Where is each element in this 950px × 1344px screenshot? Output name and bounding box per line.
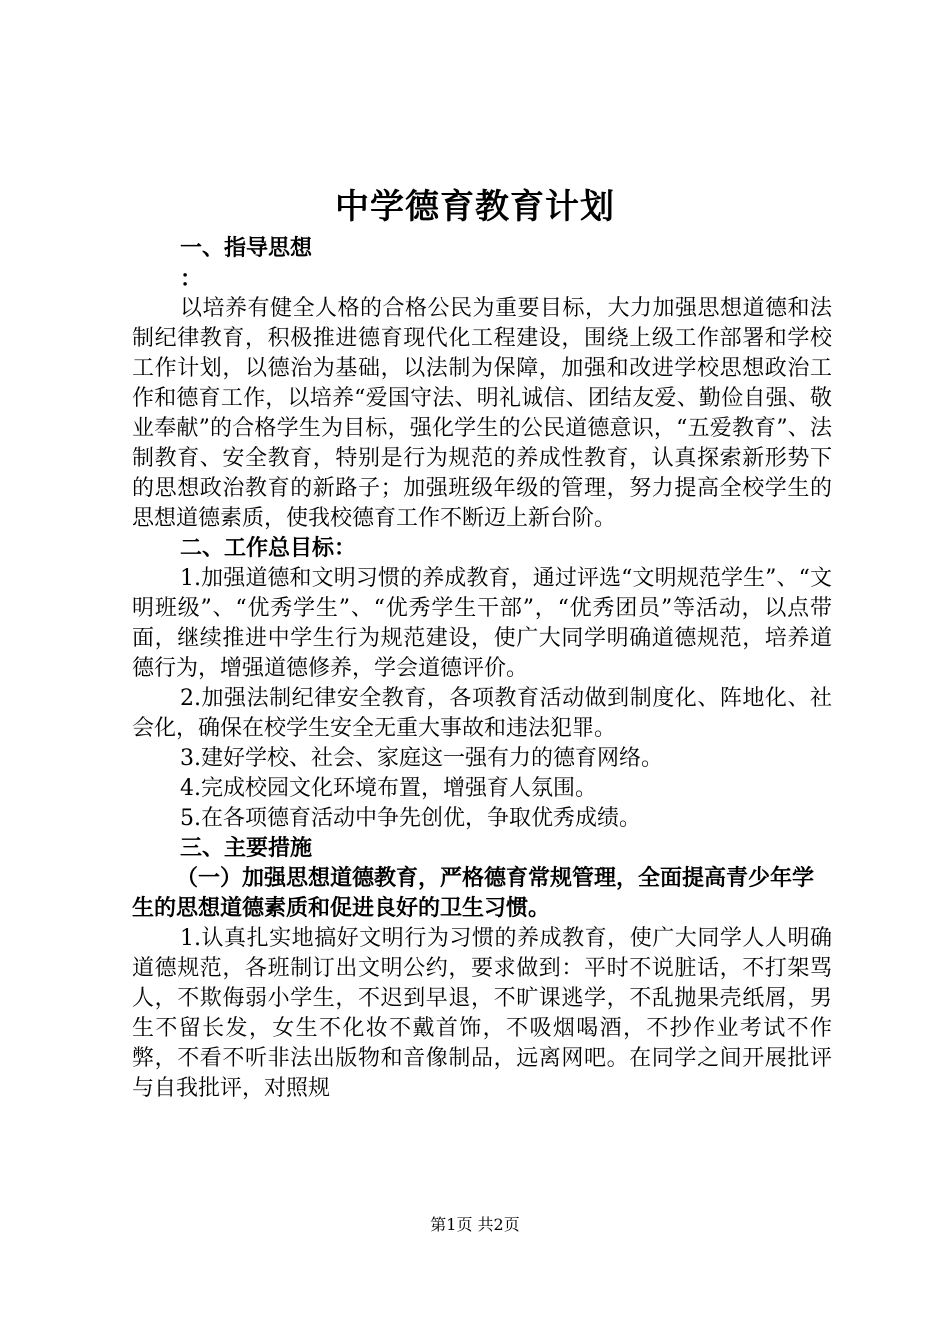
- document-title: 中学德育教育计划: [335, 187, 615, 227]
- guiding-thought-paragraph: 以培养有健全人格的合格公民为重要目标，大力加强思想道德和法制纪律教育，积极推进德育现代化工程建设，围绕上级工作部署和学校工作计划，以德治为基础，以法制为保障，加强和改进学校思想政治工作和德育工作，以培养“爱国守法、明礼诚信、团结友爱、勤俭自强、敬业奉献”的合格学生为目标，强化学生的公民道德意识，“五爱教育”、法制教育、安全教育，特别是行为规范的养成性教育，认真探索新形势下的思想政治教育的新路子；加强班级年级的管理，努力提高全校学生的思想道德素质，使我校德育工作不断迈上新台阶。: [132, 296, 832, 531]
- section-heading-guiding-thought: 一、指导思想: [180, 236, 313, 261]
- section-heading-overall-goals: 二、工作总目标：: [180, 536, 357, 561]
- goal-item-1: 1.加强道德和文明习惯的养成教育，通过评选“文明规范学生”、“文明班级”、“优秀学生”、“优秀学生干部”，“优秀团员”等活动，以点带面，继续推进中学生行为规范建设，使广大同学明确道德规范，培养道德行为，增强道德修养，学会道德评价。: [132, 566, 832, 681]
- document-body: [132, 234, 832, 1104]
- goal-item-5: 5.在各项德育活动中争先创优，争取优秀成绩。: [180, 806, 641, 831]
- section-heading-main-measures: 三、主要措施: [180, 836, 313, 861]
- measures-subheading-1: （一）加强思想道德教育，严格德育常规管理，全面提高青少年学生的思想道德素质和促进良好的卫生习惯。: [132, 866, 815, 921]
- goal-item-4: 4.完成校园文化环境布置，增强育人氛围。: [180, 776, 597, 801]
- measures-item-1: 1.认真扎实地搞好文明行为习惯的养成教育，使广大同学人人明确道德规范，各班制订出文明公约，要求做到：平时不说脏话，不打架骂人，不欺侮弱小学生，不迟到早退，不旷课逃学，不乱抛果壳纸屑，男生不留长发，女生不化妆不戴首饰，不吸烟喝酒，不抄作业考试不作弊，不看不听非法出版物和音像制品，远离网吧。在同学之间开展批评与自我批评，对照规: [132, 926, 832, 1101]
- goal-item-3: 3.建好学校、社会、家庭这一强有力的德育网络。: [180, 746, 663, 771]
- goal-item-2: 2.加强法制纪律安全教育，各项教育活动做到制度化、阵地化、社会化，确保在校学生安全无重大事故和违法犯罪。: [132, 686, 832, 741]
- heading-colon: ：: [180, 266, 203, 292]
- page-footer: 第1页 共2页: [430, 1215, 520, 1234]
